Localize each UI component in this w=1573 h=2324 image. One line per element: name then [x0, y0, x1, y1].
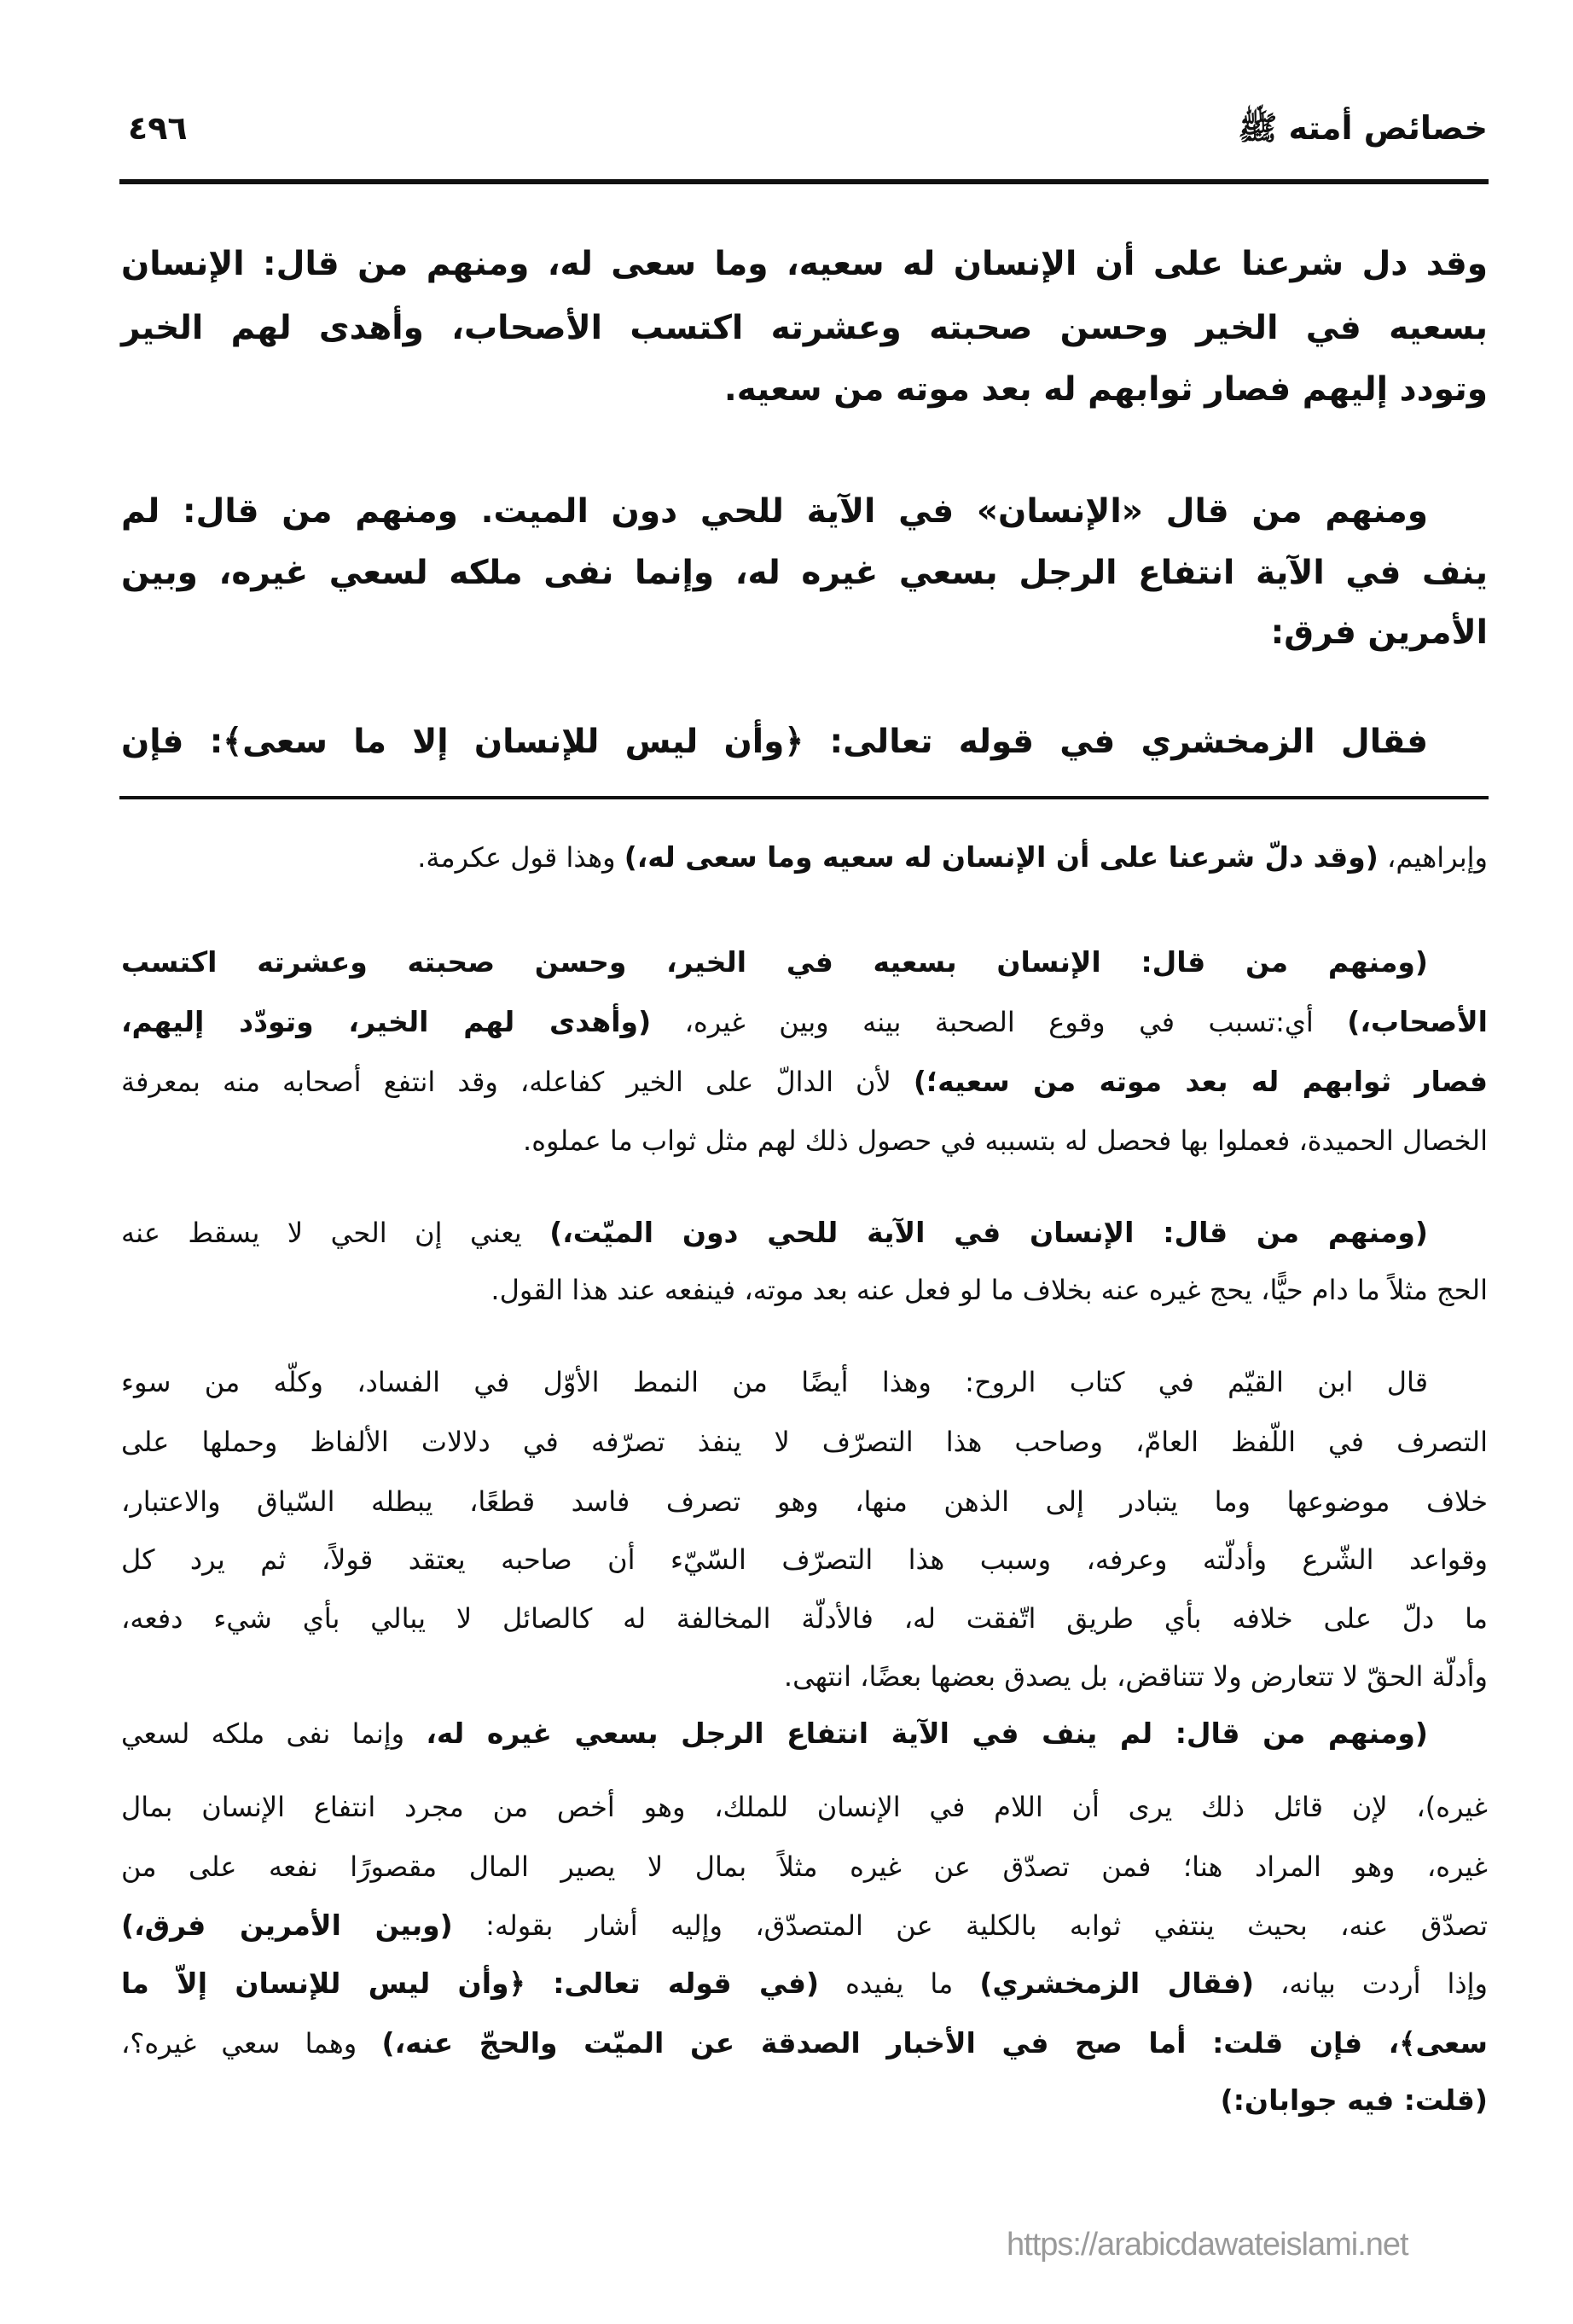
- text-segment: وإذا أردت بيانه،: [1254, 1967, 1489, 2000]
- bold-matn-quote: (ومنهم من قال: لم ينف في الآية انتفاع الرجل بسعي غيره له،: [426, 1717, 1429, 1750]
- commentary-line: [121, 1898, 1488, 1953]
- text-segment: وإنما نفى ملكه لسعي: [121, 1717, 427, 1750]
- watermark-url: https://arabicdawateislami.net: [1007, 2227, 1408, 2263]
- main-text-line: [121, 606, 1488, 660]
- commentary-line: [121, 830, 1488, 885]
- main-text-line: [121, 363, 1488, 417]
- bold-matn-quote: سعى﴾، فإن قلت: أما صح في الأخبار الصدقة عن الميّت والحجّ عنه،): [381, 2026, 1489, 2060]
- text-segment: ما يفيده: [819, 1967, 980, 2000]
- commentary-line: [121, 1113, 1488, 1168]
- text-segment: بسعيه في الخير وحسن صحبته وعشرته اكتسب الأصحاب، وأهدى لهم الخير: [121, 309, 1488, 347]
- text-segment: تصدّق عنه، بحيث ينتفي ثوابه بالكلية عن المتصدّق، وإليه أشار بقوله:: [452, 1909, 1489, 1942]
- bold-matn-quote: (وقد دلّ شرعنا على أن الإنسان له سعيه وما سعى له،): [624, 840, 1379, 874]
- text-segment: الأمرين فرق:: [1270, 613, 1488, 652]
- footnote-separator-rule: [119, 796, 1489, 799]
- text-segment: وإبراهيم،: [1378, 841, 1488, 874]
- text-segment: وهما سعي غيره؟،: [121, 2027, 382, 2060]
- main-text-line: [121, 237, 1488, 292]
- text-segment: غيره)، لإن قائل ذلك يرى أن اللام في الإنسان للملك، وهو أخص من مجرد انتفاع الإنسان بمال: [121, 1791, 1488, 1823]
- main-text-line: [121, 485, 1488, 539]
- text-segment: وقد دل شرعنا على أن الإنسان له سعيه، وما سعى له، ومنهم من قال: الإنسان: [121, 245, 1488, 283]
- bold-matn-quote: (ومنهم من قال: الإنسان في الآية للحي دون الميّت،): [549, 1216, 1429, 1249]
- text-segment: وأدلّة الحقّ لا تتعارض ولا تتناقض، بل يصدق بعضها بعضًا، انتهى.: [783, 1660, 1488, 1693]
- main-text-line: [121, 715, 1488, 770]
- page-number: ٤٩٦: [128, 109, 188, 147]
- text-segment: غيره، وهو المراد هنا؛ فمن تصدّق عن غيره مثلاً بمال لا يصير المال مقصورًا نفعه على من: [121, 1850, 1488, 1883]
- commentary-line: [121, 995, 1488, 1049]
- text-segment: وهذا قول عكرمة.: [417, 841, 624, 874]
- bold-matn-quote: (في قوله تعالى: ﴿وأن ليس للإنسان إلاّ ما: [121, 1967, 820, 2000]
- text-segment: قال ابن القيّم في كتاب الروح: وهذا أيضًا من النمط الأوّل في الفساد، وكلّه من سوء: [121, 1366, 1428, 1398]
- commentary-line: [121, 1839, 1488, 1894]
- bold-matn-quote: (ومنهم من قال: الإنسان بسعيه في الخير، وحسن صحبته وعشرته اكتسب: [121, 945, 1428, 979]
- text-segment: أي:تسبب في وقوع الصحبة بينه وبين غيره،: [651, 1006, 1348, 1038]
- running-title: خصائص أمته ﷺ: [1238, 109, 1488, 147]
- header-rule: [119, 179, 1489, 184]
- bold-matn-quote: (فقال الزمخشري): [979, 1967, 1255, 2000]
- bold-matn-quote: (وأهدى لهم الخير، وتودّد إليهم،: [121, 1005, 652, 1038]
- commentary-line: [121, 1591, 1488, 1646]
- main-text-line: [121, 546, 1488, 601]
- text-segment: الخصال الحميدة، فعملوا بها فحصل له بتسببه في حصول ذلك لهم مثل ثواب ما عملوه.: [523, 1124, 1488, 1157]
- commentary-line: [121, 1263, 1488, 1317]
- commentary-line: [121, 1055, 1488, 1109]
- text-segment: وقواعد الشّرع وأدلّته وعرفه، وسبب هذا التصرّف السّيّء أن صاحبه يعتقد قولاً، ثم يرد كل: [121, 1543, 1488, 1576]
- commentary-line: [121, 1355, 1488, 1409]
- commentary-line: [121, 1474, 1488, 1529]
- text-segment: ينف في الآية انتفاع الرجل بسعي غيره له، وإنما نفى ملكه لسعي غيره، وبين: [121, 554, 1488, 592]
- commentary-line: [121, 2073, 1488, 2128]
- commentary-line: [121, 2016, 1488, 2071]
- text-segment: ومنهم من قال «الإنسان» في الآية للحي دون الميت. ومنهم من قال: لم: [121, 492, 1428, 531]
- text-segment: ما دلّ على خلافه بأي طريق اتّفقت له، فالأدلّة المخالفة له كالصائل لا يبالي بأي شيء دفعه،: [121, 1602, 1488, 1635]
- text-segment: الحج مثلاً ما دام حيًّا، يحج غيره عنه بخلاف ما لو فعل عنه بعد موته، فينفعه عند هذا القول.: [490, 1274, 1488, 1306]
- commentary-line: [121, 1206, 1488, 1260]
- commentary-line: [121, 1415, 1488, 1469]
- commentary-line: [121, 1532, 1488, 1587]
- text-segment: خلاف موضوعها وما يتبادر إلى الذهن منها، وهو تصرف فاسد قطعًا، يبطله السّياق والاعتبار،: [121, 1485, 1488, 1518]
- commentary-line: [121, 1649, 1488, 1704]
- commentary-line: [121, 1706, 1488, 1761]
- commentary-line: [121, 1780, 1488, 1834]
- bold-matn-quote: الأصحاب،): [1347, 1005, 1488, 1038]
- bold-matn-quote: (وبين الأمرين فرق،): [121, 1909, 453, 1942]
- commentary-line: [121, 935, 1488, 990]
- text-segment: يعني إن الحي لا يسقط عنه: [121, 1217, 550, 1249]
- main-text-line: [121, 301, 1488, 356]
- text-segment: التصرف في اللّفظ العامّ، وصاحب هذا التصرّف لا ينفذ تصرّفه في دلالات الألفاظ وحملها على: [121, 1426, 1488, 1458]
- text-segment: فقال الزمخشري في قوله تعالى: ﴿وأن ليس للإنسان إلا ما سعى﴾: فإن: [121, 723, 1428, 761]
- text-segment: وتودد إليهم فصار ثوابهم له بعد موته من سعيه.: [723, 370, 1488, 409]
- bold-matn-quote: فصار ثوابهم له بعد موته من سعيه؛): [913, 1065, 1489, 1098]
- text-segment: لأن الدالّ على الخير كفاعله، وقد انتفع أصحابه منه بمعرفة: [121, 1066, 914, 1098]
- commentary-line: [121, 1956, 1488, 2011]
- bold-matn-quote: (قلت: فيه جوابان:): [1220, 2083, 1488, 2117]
